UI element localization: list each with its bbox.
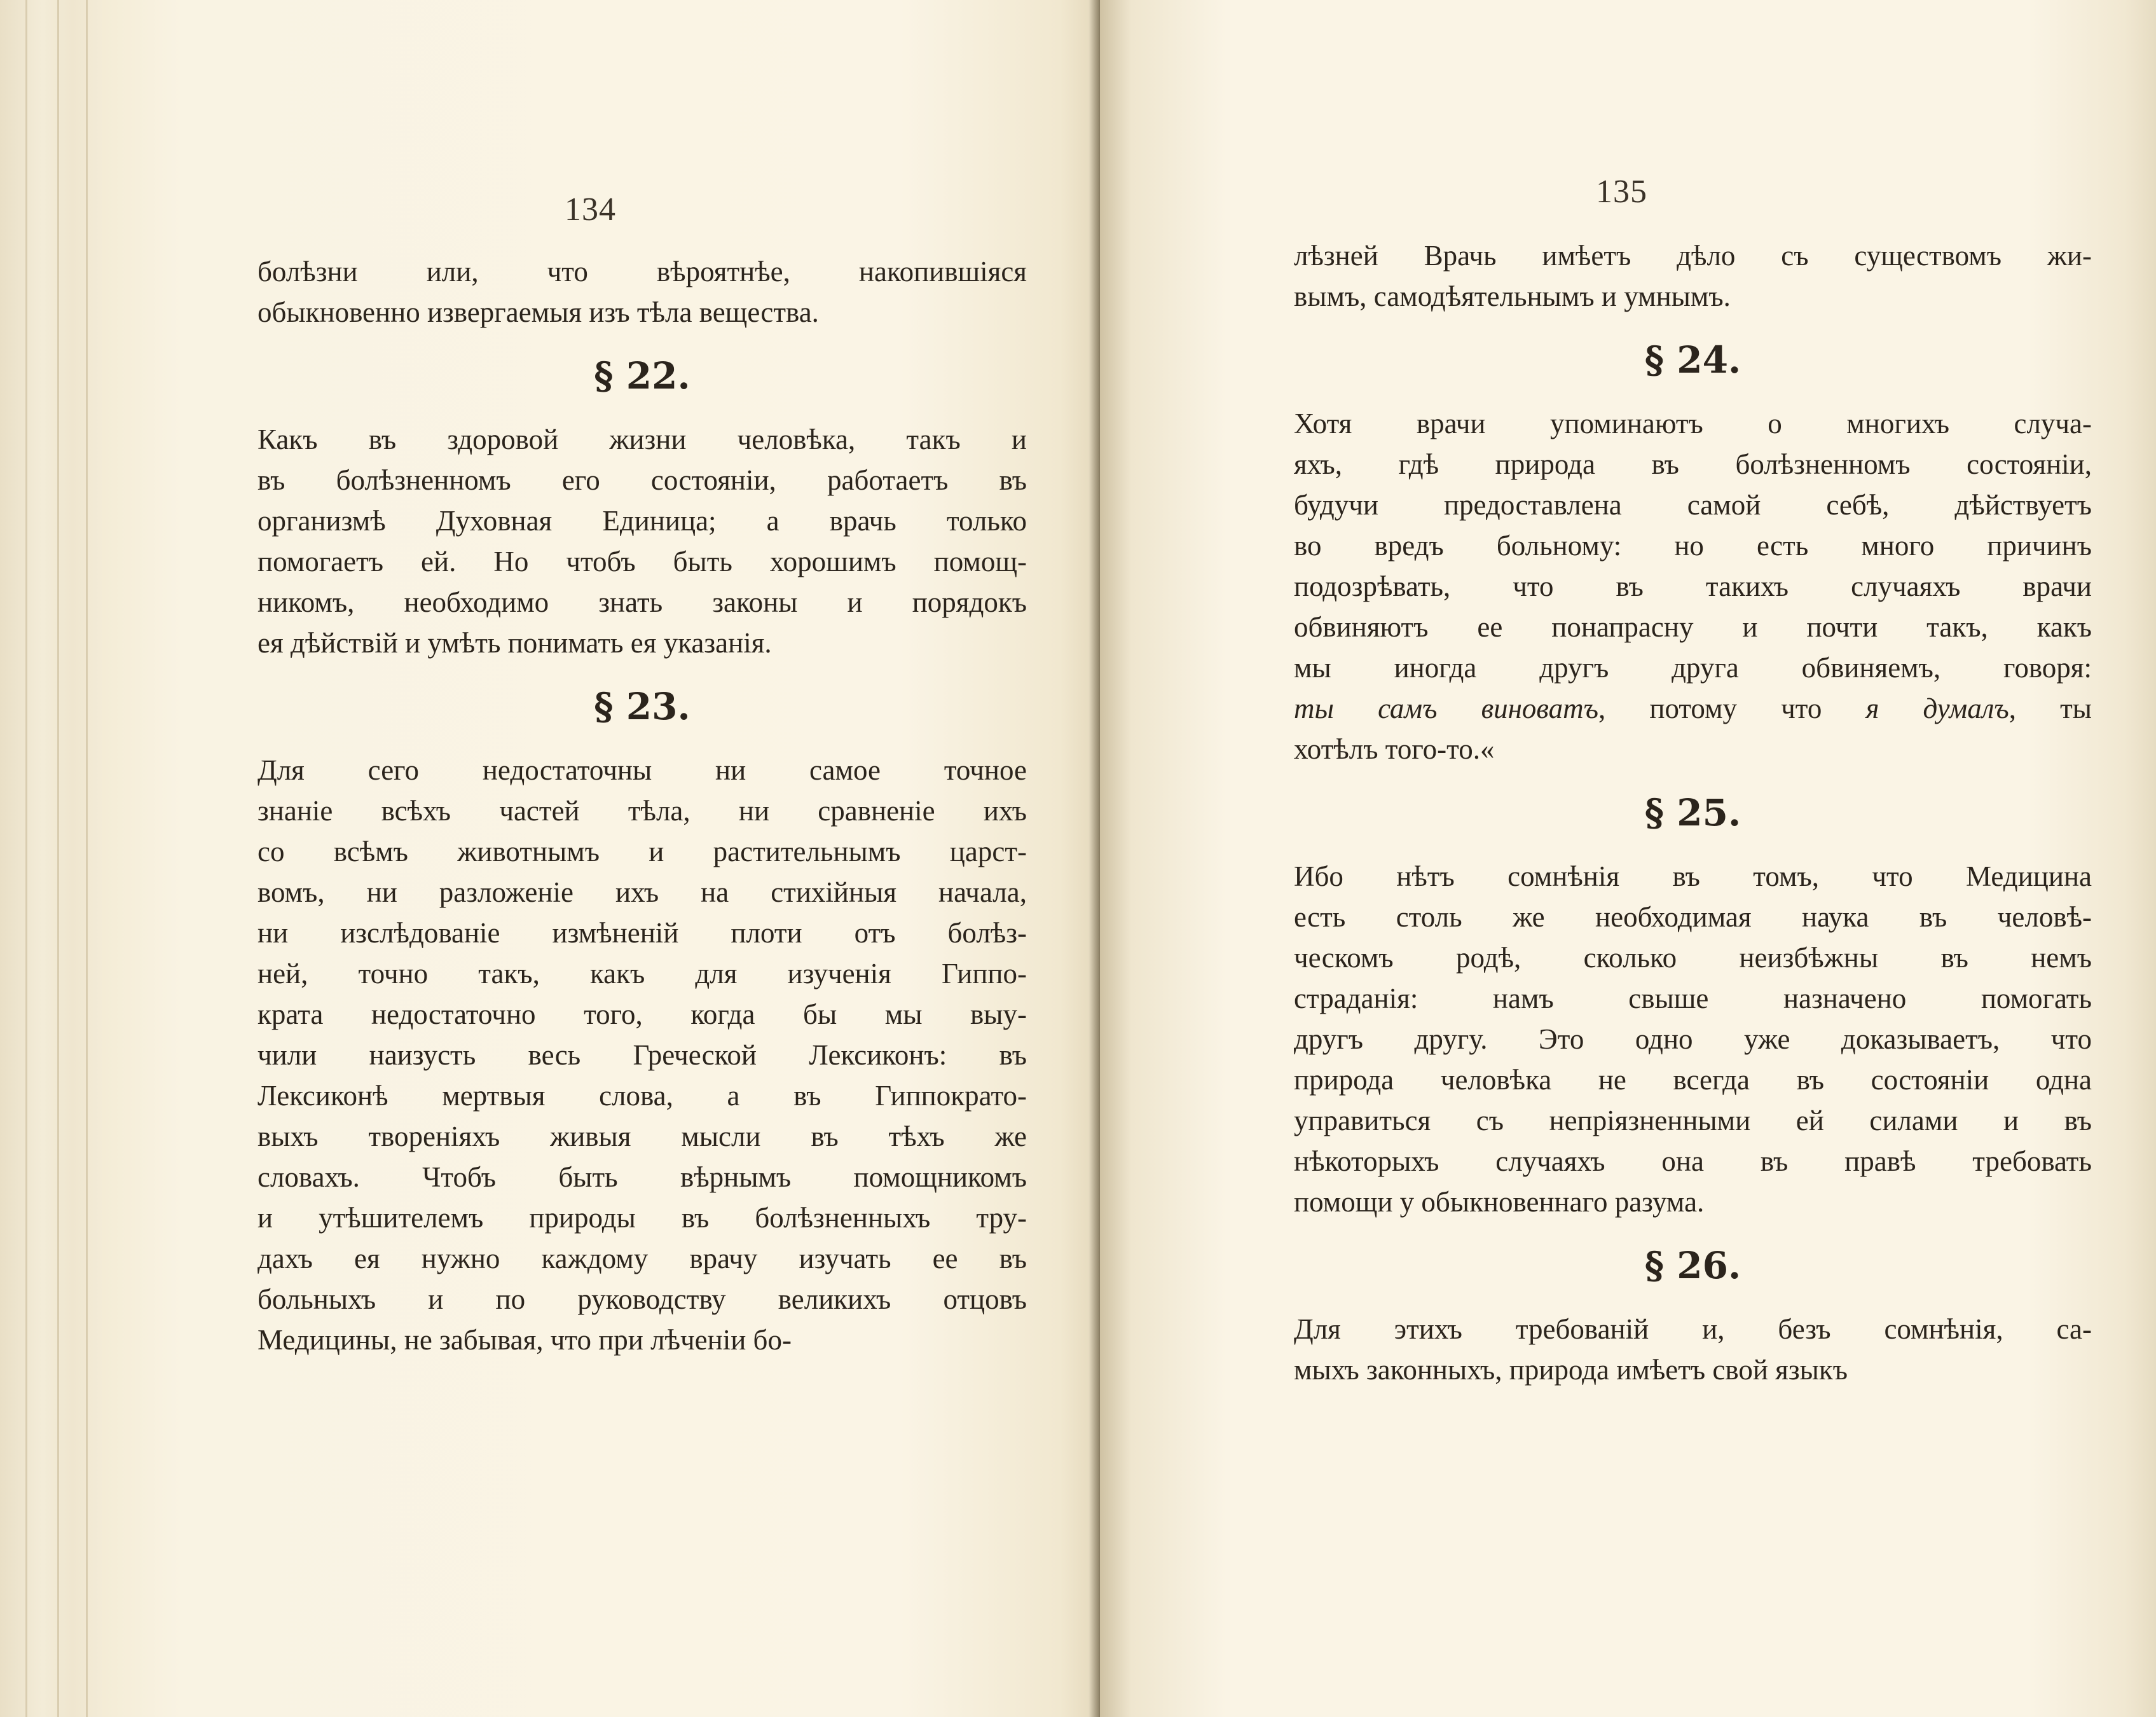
text-line: Для сего недостаточны ни самое точное <box>257 754 1027 786</box>
left-page-body <box>257 251 1027 1360</box>
section-spacing <box>1294 317 2092 340</box>
section-heading: § 26. <box>1644 1244 1741 1287</box>
page-edge-line <box>86 0 88 1717</box>
text-line: дахъ ея нужно каждому врачу изучать ее въ <box>257 1243 1027 1274</box>
text-line: нѣкоторыхъ случаяхъ она въ правѣ требовать <box>1294 1145 2092 1177</box>
page-edge-line <box>57 0 59 1717</box>
section-spacing <box>257 663 1027 686</box>
text-line: управиться съ непріязненными ей силами и въ <box>1294 1105 2092 1136</box>
section-spacing <box>1294 1286 2092 1309</box>
page-edge-line <box>25 0 27 1717</box>
text-line: будучи предоставлена самой себѣ, дѣйствуетъ <box>1294 489 2092 521</box>
text-line: помогаетъ ей. Но чтобъ быть хорошимъ помощ- <box>257 546 1027 577</box>
text-line: во вредъ больному: но есть много причинъ <box>1294 530 2092 562</box>
section-spacing <box>1294 769 2092 792</box>
text-line: крата недостаточно того, когда бы мы выу- <box>257 998 1027 1030</box>
text-run: , потому что <box>1598 693 1866 724</box>
text-line: лѣзней Врачь имѣетъ дѣло съ существомъ жи- <box>1294 240 2092 272</box>
section-heading: § 24. <box>1644 338 1741 382</box>
text-line: ея дѣйствій и умѣть понимать ея указанія. <box>257 627 772 659</box>
page-number-right: 135 <box>1596 174 1647 210</box>
text-line: обвиняютъ ее понапрасну и почти такъ, какъ <box>1294 611 2092 643</box>
text-line: вомъ, ни разложеніе ихъ на стихійныя начала, <box>257 876 1027 908</box>
text-line: хотѣлъ того-то.« <box>1294 733 1495 765</box>
italic-phrase: ты самъ виноватъ <box>1294 693 1599 724</box>
text-line: подозрѣвать, что въ такихъ случаяхъ врачи <box>1294 570 2092 602</box>
text-line: Для этихъ требованій и, безъ сомнѣнія, са- <box>1294 1313 2092 1345</box>
text-line: Хотя врачи упоминаютъ о многихъ случа- <box>1294 408 2092 439</box>
text-line <box>1294 688 2092 729</box>
text-line: природа человѣка не всегда въ состояніи одна <box>1294 1064 2092 1096</box>
text-line: никомъ, необходимо знать законы и порядокъ <box>257 586 1027 618</box>
page-number-left: 134 <box>565 191 616 228</box>
text-line: чили наизусть весь Греческой Лексиконъ: въ <box>257 1039 1027 1071</box>
section-heading: § 23. <box>594 685 690 728</box>
text-line: знаніе всѣхъ частей тѣла, ни сравненіе ихъ <box>257 795 1027 827</box>
text-line: ческомъ родѣ, сколько неизбѣжны въ немъ <box>1294 942 2092 974</box>
text-line: выхъ твореніяхъ живыя мысли въ тѣхъ же <box>257 1121 1027 1152</box>
text-line: помощи у обыкновеннаго разума. <box>1294 1186 1705 1218</box>
text-line: страданія: намъ свыше назначено помогать <box>1294 983 2092 1014</box>
section-spacing <box>1294 833 2092 856</box>
section-spacing <box>257 396 1027 419</box>
text-line: другъ другу. Это одно уже доказываетъ, что <box>1294 1023 2092 1055</box>
section-spacing <box>257 333 1027 355</box>
text-run: , ты <box>2008 693 2092 724</box>
section-spacing <box>257 727 1027 750</box>
text-line: въ болѣзненномъ его состояніи, работаетъ въ <box>257 464 1027 496</box>
text-line: мы иногда другъ друга обвиняемъ, говоря: <box>1294 652 2092 684</box>
text-line: обыкновенно извергаемыя изъ тѣла вещества. <box>257 296 819 328</box>
text-line: ней, точно такъ, какъ для изученія Гиппо- <box>257 958 1027 990</box>
text-line: и утѣшителемъ природы въ болѣзненныхъ тру- <box>257 1202 1027 1234</box>
text-line: ни изслѣдованіе измѣненій плоти отъ болѣз- <box>257 917 1027 949</box>
text-line: Какъ въ здоровой жизни человѣка, такъ и <box>257 424 1027 455</box>
section-spacing <box>1294 1222 2092 1245</box>
text-line: больныхъ и по руководству великихъ отцовъ <box>257 1283 1027 1315</box>
text-line: Ибо нѣтъ сомнѣнія въ томъ, что Медицина <box>1294 860 2092 892</box>
section-heading: § 22. <box>594 354 690 397</box>
text-line: словахъ. Чтобъ быть вѣрнымъ помощникомъ <box>257 1161 1027 1193</box>
left-page <box>102 0 1100 1717</box>
section-spacing <box>1294 380 2092 403</box>
text-line: яхъ, гдѣ природа въ болѣзненномъ состояніи, <box>1294 448 2092 480</box>
right-page <box>1100 0 2156 1717</box>
text-line: вымъ, самодѣятельнымъ и умнымъ. <box>1294 280 1731 312</box>
right-page-body <box>1294 235 2092 1390</box>
text-line: со всѣмъ животнымъ и растительнымъ царст- <box>257 836 1027 867</box>
section-heading: § 25. <box>1644 791 1741 834</box>
text-line: Медицины, не забывая, что при лѣченіи бо- <box>257 1324 792 1356</box>
text-line: мыхъ законныхъ, природа имѣетъ свой языкъ <box>1294 1354 1848 1386</box>
text-line: болѣзни или, что вѣроятнѣе, накопившіяся <box>257 256 1027 287</box>
text-line: Лексиконѣ мертвыя слова, а въ Гиппократо- <box>257 1080 1027 1112</box>
text-line: есть столь же необходимая наука въ человѣ- <box>1294 901 2092 933</box>
text-line: организмѣ Духовная Единица; а врачь только <box>257 505 1027 537</box>
italic-phrase: я думалъ <box>1865 693 2009 724</box>
